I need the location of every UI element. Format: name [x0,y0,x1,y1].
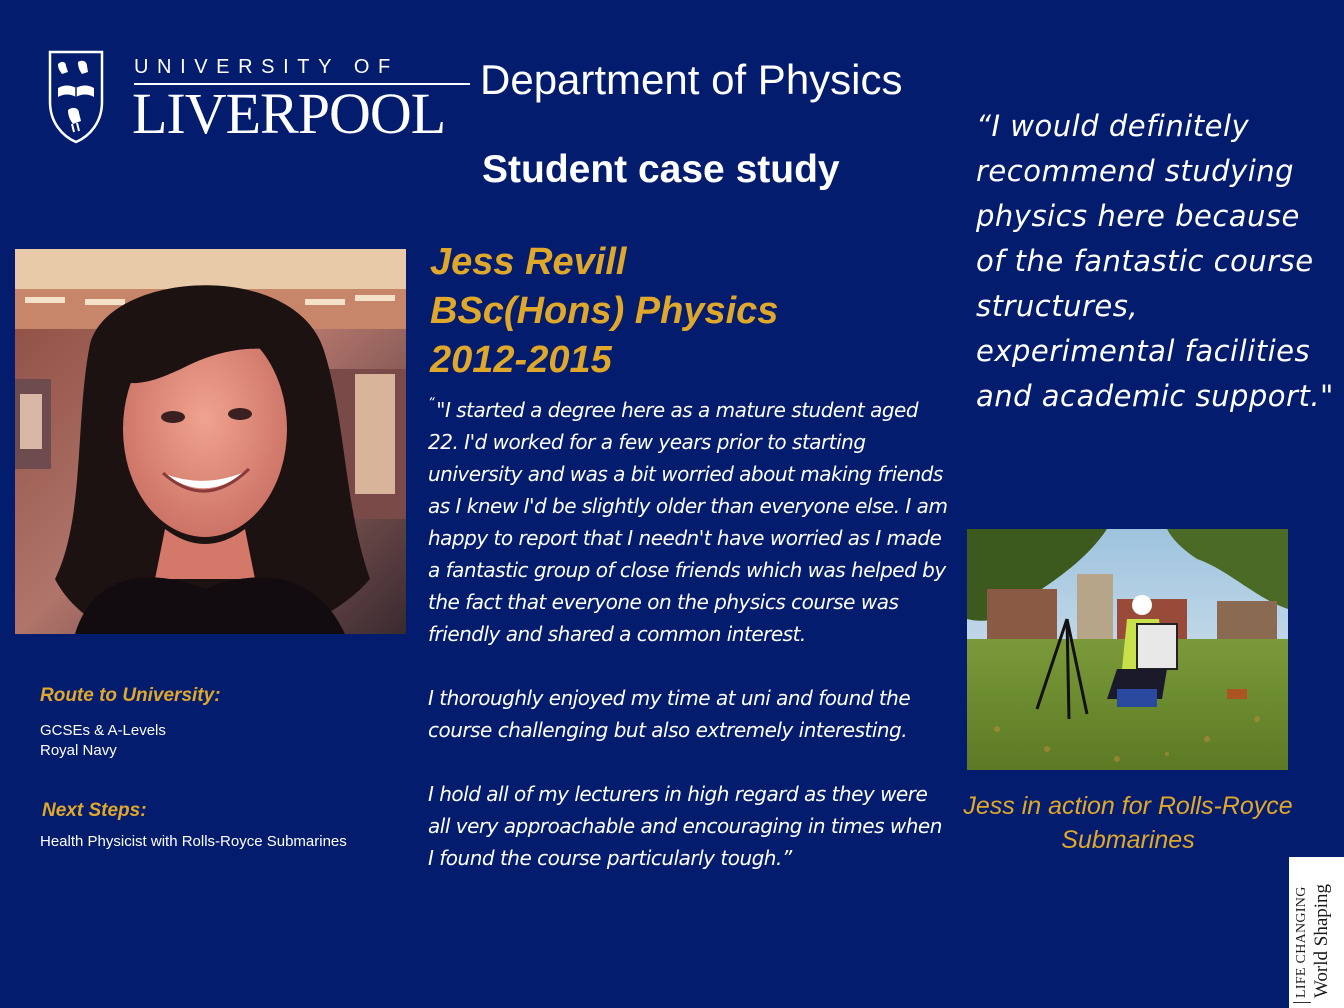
route-label: Route to University: [40,685,221,706]
university-logo [46,50,446,146]
crest-icon [46,50,106,144]
logo-text-university-of: UNIVERSITY OF [134,56,399,78]
story-paragraph: I thoroughly enjoyed my time at uni and found the course challenging but also extremely interesting. [428,686,911,742]
student-portrait-photo [15,249,406,634]
route-list [40,721,166,761]
case-study-subtitle: Student case study [482,148,840,191]
next-steps-label: Next Steps: [42,800,147,821]
opening-quote-mark: “ [428,396,435,411]
photo-caption: Jess in action for Rolls-Royce Submarines [963,792,1293,854]
tagline-line2: World Shaping [1311,883,1332,998]
logo-text-liverpool: LIVERPOOL [132,81,446,146]
action-photo [967,529,1288,770]
next-steps-text: Health Physicist with Rolls-Royce Submarines [40,833,347,850]
student-story [428,388,948,906]
student-info [430,238,778,385]
pull-quote: “I would definitely recommend studying physics here because of the fantastic course structures, experimental facilities and academic support." [976,109,1334,413]
tagline-text [1293,857,1333,1003]
student-name: Jess Revill [430,241,627,283]
student-years: 2012-2015 [430,339,612,381]
story-paragraph-text: "I started a degree here as a mature student aged 22. I'd worked for a few years prior to starting university and was a bit worried about making friends as I knew I'd be slightly older than everyone else. I am happy to report that I needn't have worried as I made a fantastic group of close friends which was helped by the fact that everyone on the physics course was friendly and shared a common interest. [428,398,948,646]
department-title: Department of Physics [480,56,903,103]
student-degree: BSc(Hons) Physics [430,290,779,332]
tagline-line1: LIFE CHANGING [1293,857,1311,1003]
story-paragraph [428,388,948,650]
route-item: GCSEs & A-Levels [40,722,166,739]
route-item: Royal Navy [40,742,117,759]
tagline-badge [1289,857,1344,1008]
story-paragraph: I hold all of my lecturers in high regard as they were all very approachable and encouraging in times when I found the course particularly tough.” [428,782,942,870]
